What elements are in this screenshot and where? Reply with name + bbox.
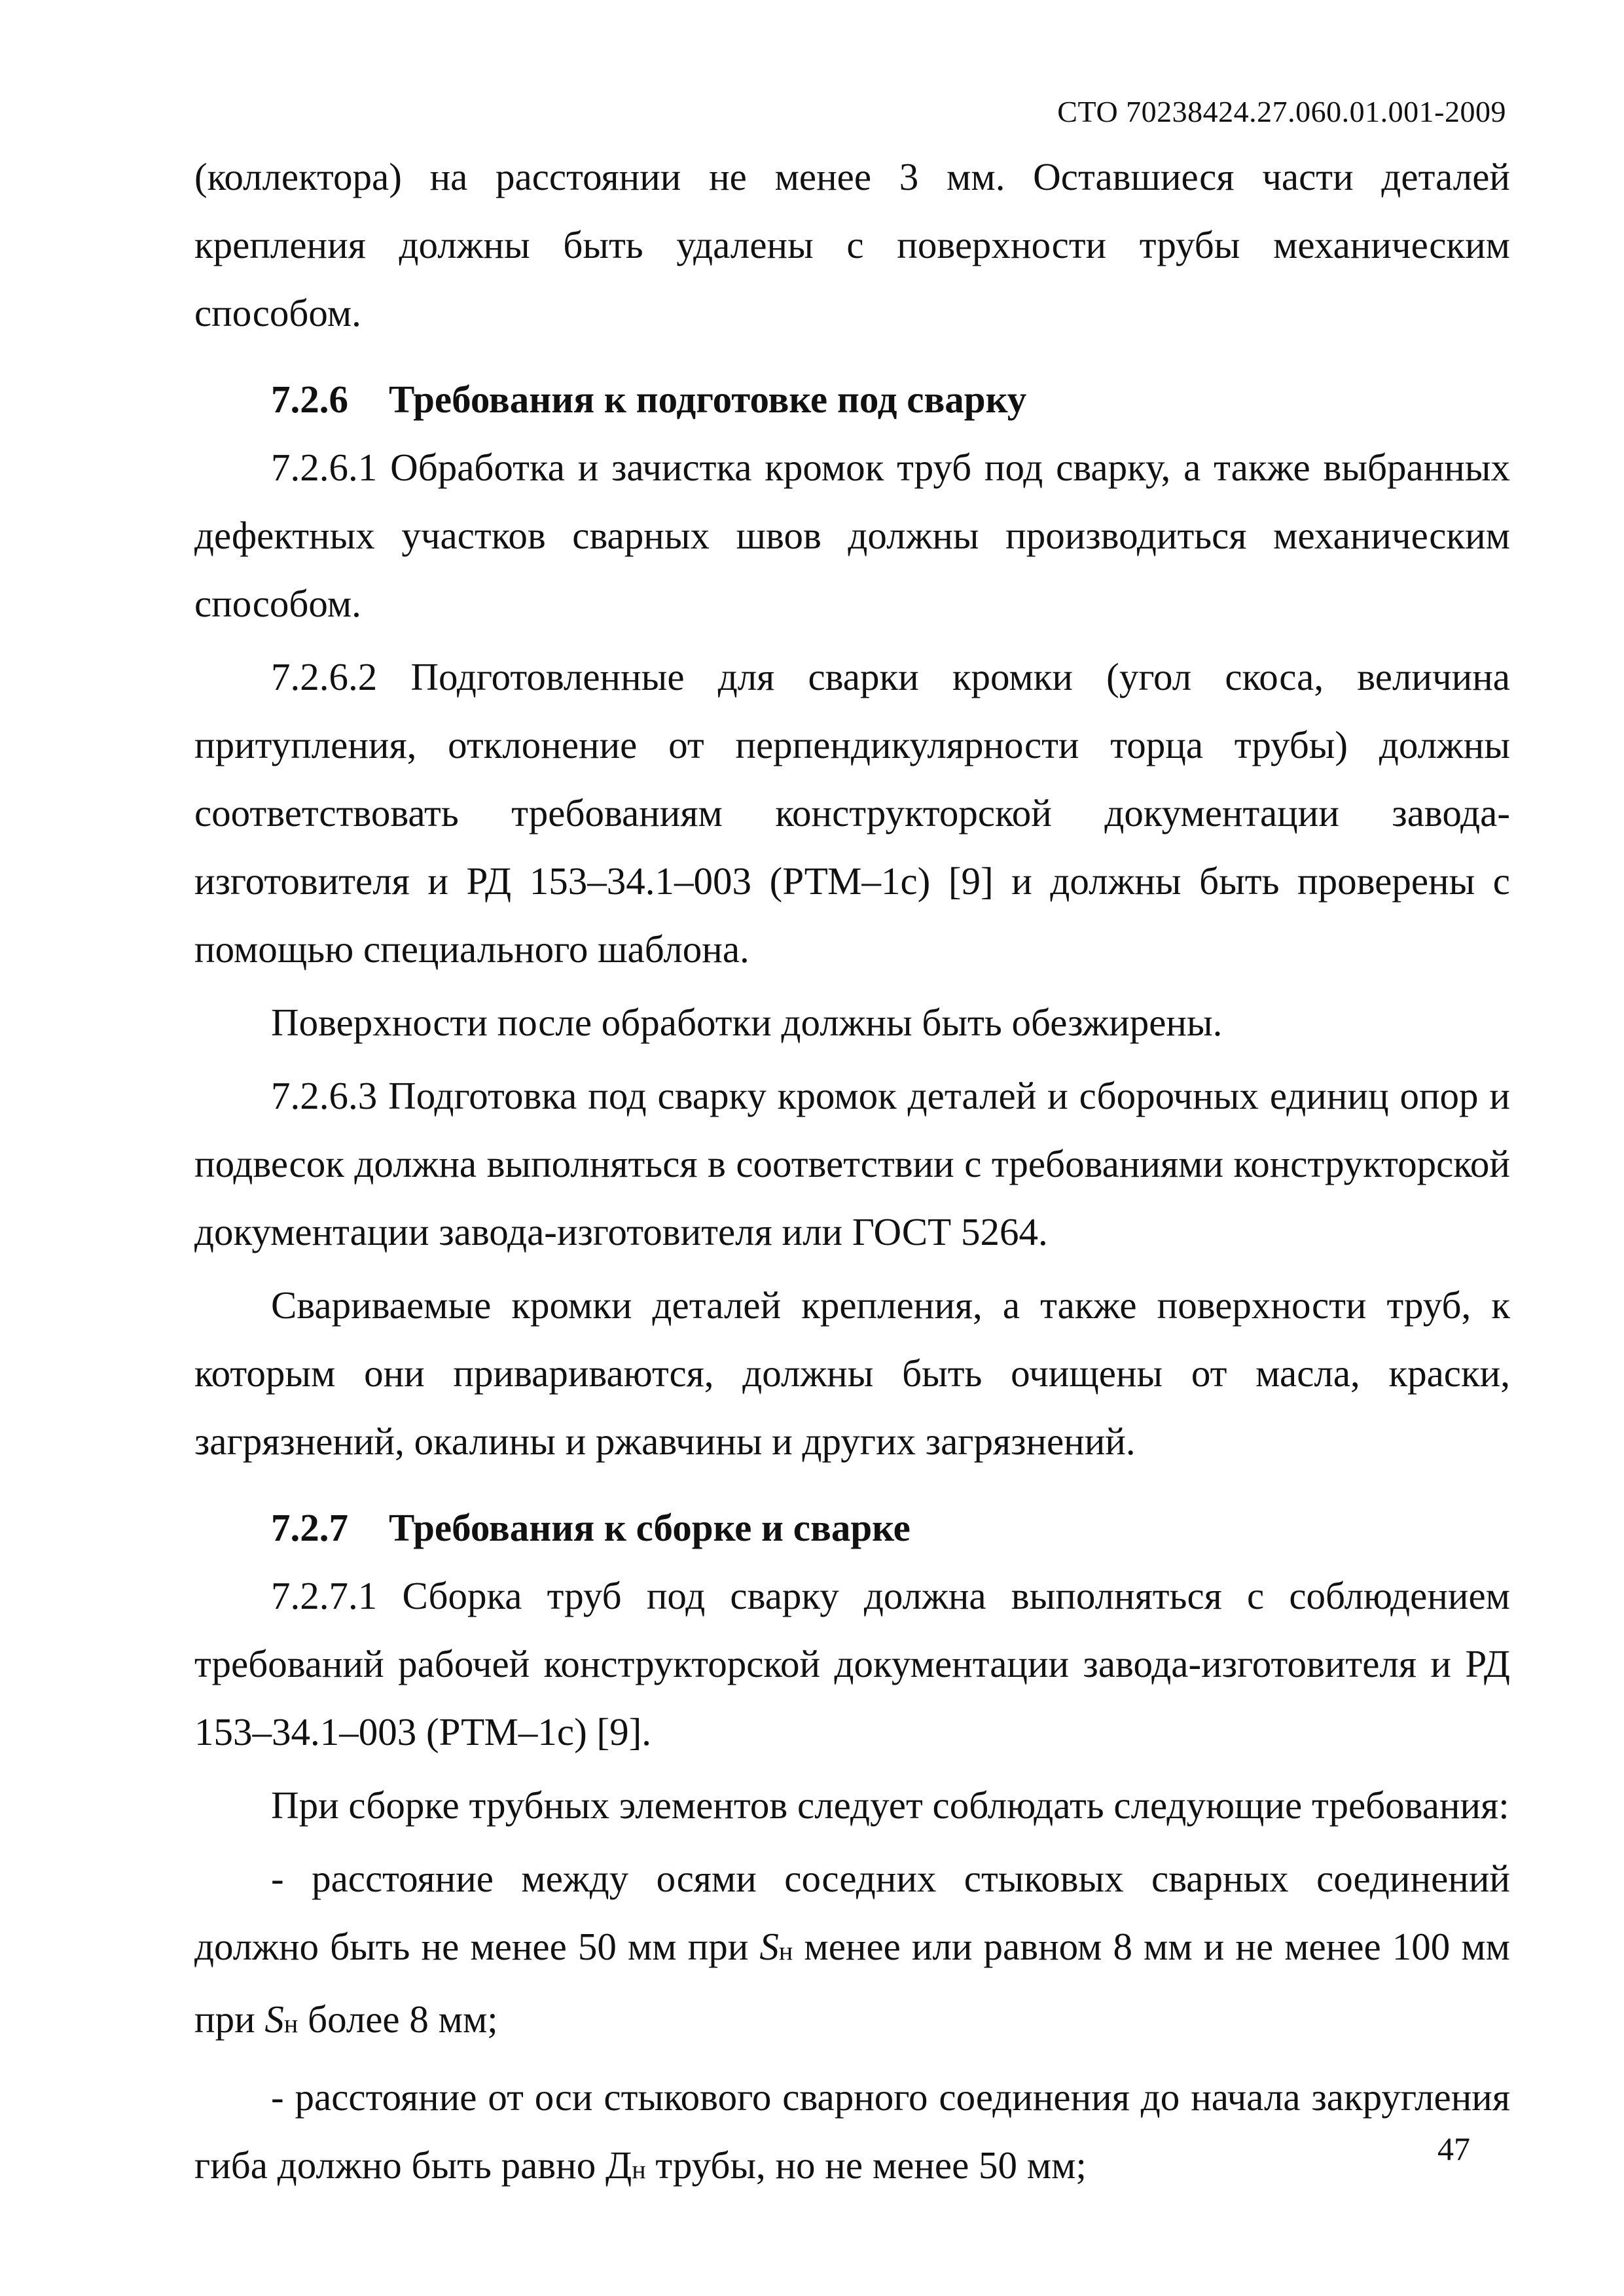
paragraph-7-2-6-3: 7.2.6.3 Подготовка под сварку кромок деталей и сборочных единиц опор и подвесок должна выполняться в соответствии с требованиями конструкторской документации завода-изготовителя или ГОСТ 5264.: [194, 1074, 1510, 1253]
list-item-text: более 8 мм;: [298, 1998, 498, 2041]
list-item-text: - расстояние между осями соседних стыковых сварных соединений должно быть не менее 50 мм при: [194, 1857, 1510, 1968]
section-number: 7.2.6: [271, 378, 348, 421]
section-number: 7.2.7: [271, 1506, 348, 1549]
section-title: Требования к сборке и сварке: [389, 1506, 911, 1549]
paragraph-cleaning: Свариваемые кромки деталей крепления, а также поверхности труб, к которым они привариваются, должны быть очищены от масла, краски, загрязнений, окалины и ржавчины и других загрязнений.: [194, 1283, 1510, 1463]
document-body: [194, 143, 1510, 2204]
paragraph-7-2-7-1: 7.2.7.1 Сборка труб под сварку должна выполняться с соблюдением требований рабочей конструкторской документации завода-изготовителя и РД 153–34.1–003 (РТМ–1с) [9].: [194, 1574, 1510, 1753]
section-heading-7-2-6: [194, 365, 1510, 433]
diameter-subscript: н: [632, 2155, 646, 2184]
paragraph-degrease: Поверхности после обработки должны быть обезжирены.: [271, 1001, 1223, 1044]
section-title: Требования к подготовке под сварку: [389, 378, 1027, 421]
wall-thickness-subscript: н: [778, 1936, 793, 1965]
wall-thickness-subscript: н: [283, 2009, 298, 2038]
paragraph-7-2-6-2: 7.2.6.2 Подготовленные для сварки кромки (угол скоса, величина притупления, отклонение от перпендикулярности торца трубы) должны соответствовать требованиям конструкторской документации завода-изготовителя и РД 153–34.1–003 (РТМ–1с) [9] и должны быть проверены с помощью специального шаблона.: [194, 655, 1510, 971]
paragraph-7-2-6-1: 7.2.6.1 Обработка и зачистка кромок труб под сварку, а также выбранных дефектных участков сварных швов должны производиться механическим способом.: [194, 446, 1510, 625]
page-number: 47: [1437, 2130, 1470, 2167]
paragraph-assembly-requirements: При сборке трубных элементов следует соблюдать следующие требования:: [271, 1784, 1509, 1827]
wall-thickness-symbol: S: [759, 1925, 779, 1968]
wall-thickness-symbol: S: [264, 1998, 284, 2041]
paragraph-continuation: (коллектора) на расстоянии не менее 3 мм. Оставшиеся части деталей крепления должны быть удалены с поверхности трубы механическим способом.: [194, 155, 1510, 334]
list-item-weld-distance: [194, 1844, 1510, 2058]
list-item-bend-distance: [194, 2063, 1510, 2204]
list-item-text: менее или равном 8 мм и не менее 100 мм при: [194, 1925, 1510, 2041]
document-code-header: СТО 70238424.27.060.01.001-2009: [1057, 95, 1506, 128]
list-item-text: - расстояние от оси стыкового сварного соединения до начала закругления гиба должно быть равно Д: [194, 2075, 1510, 2187]
section-heading-7-2-7: [194, 1494, 1510, 1562]
list-item-text: трубы, но не менее 50 мм;: [645, 2144, 1087, 2187]
